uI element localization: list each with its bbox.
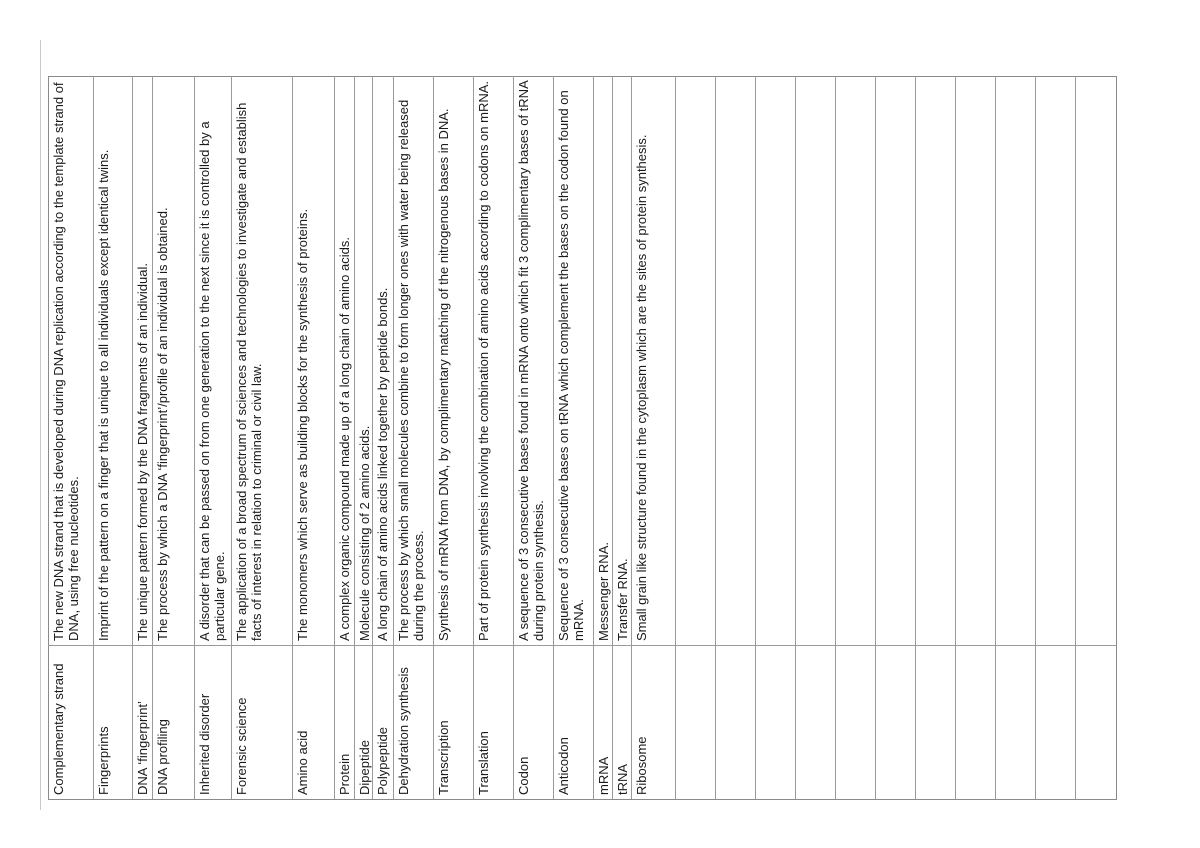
glossary-term: tRNA [615, 763, 630, 795]
table-border-right [1116, 76, 1117, 800]
glossary-definition: Imprint of the pattern on a finger that is unique to all individuals except identical twins. [96, 149, 111, 641]
row-separator [835, 76, 836, 799]
glossary-term: Codon [516, 756, 531, 795]
glossary-definition: Transfer RNA. [615, 558, 630, 641]
glossary-definition: The application of a broad spectrum of sciences and technologies to investigate and establish facts of interest in relation to criminal or civil law. [234, 102, 264, 641]
glossary-definition: Small grain like structure found in the cytoplasm which are the sites of protein synthesis. [634, 134, 649, 641]
glossary-term: Amino acid [295, 730, 310, 795]
glossary-term: Dehydration synthesis [396, 667, 411, 795]
row-separator [955, 76, 956, 799]
glossary-definition: Molecule consisting of 2 amino acids. [357, 425, 372, 641]
glossary-term: Ribosome [634, 736, 649, 795]
row-separator [755, 76, 756, 799]
glossary-definition: Part of protein synthesis involving the combination of amino acids according to codons on mRNA. [476, 80, 491, 641]
glossary-term: Complementary strand [51, 663, 66, 795]
glossary-term: Translation [476, 731, 491, 795]
glossary-term: Inherited disorder [197, 693, 212, 795]
glossary-definition: The new DNA strand that is developed during DNA replication according to the template strand of DNA, using free nucleotides. [51, 82, 81, 641]
glossary-definition: The monomers which serve as building blocks for the synthesis of proteins. [295, 208, 310, 641]
glossary-definition: The unique pattern formed by the DNA fragments of an individual. [135, 263, 150, 641]
glossary-term: Protein [337, 753, 352, 795]
glossary-definition: Sequence of 3 consecutive bases on tRNA which complement the bases on the codon found on mRNA. [556, 90, 586, 641]
row-separator [915, 76, 916, 799]
row-separator [675, 76, 676, 799]
page-margin-line [40, 40, 41, 810]
row-separator [1035, 76, 1036, 799]
glossary-term: DNA profiling [155, 719, 170, 795]
glossary-definition: A disorder that can be passed on from one generation to the next since it is controlled by a particular gene. [197, 121, 227, 641]
glossary-term: DNA ‘fingerprint’ [135, 701, 150, 795]
glossary-definition: A sequence of 3 consecutive bases found in mRNA onto which fit 3 complimentary bases of tRNA during protein synthesis. [516, 80, 546, 641]
glossary-definition: The process by which a DNA ‘fingerprint’/profile of an individual is obtained. [155, 207, 170, 641]
row-separator [795, 76, 796, 799]
glossary-term: Transcription [436, 720, 451, 795]
glossary-definition: Messenger RNA. [596, 542, 611, 641]
row-separator [715, 76, 716, 799]
glossary-term: Anticodon [556, 737, 571, 795]
glossary-term: Fingerprints [96, 726, 111, 795]
row-separator [995, 76, 996, 799]
glossary-definition: Synthesis of mRNA from DNA, by complimentary matching of the nitrogenous bases in DNA. [436, 108, 451, 641]
glossary-term: mRNA [596, 756, 611, 795]
glossary-term: Polypeptide [375, 727, 390, 795]
row-separator [1075, 76, 1076, 799]
glossary-definition: A long chain of amino acids linked together by peptide bonds. [375, 287, 390, 641]
glossary-definition: A complex organic compound made up of a long chain of amino acids. [337, 237, 352, 641]
table-border-bottom [48, 799, 1117, 800]
row-separator [875, 76, 876, 799]
glossary-definition: The process by which small molecules combine to form longer ones with water being released during the process. [396, 99, 426, 641]
glossary-term: Forensic science [234, 697, 249, 795]
glossary-term: Dipeptide [357, 740, 372, 795]
